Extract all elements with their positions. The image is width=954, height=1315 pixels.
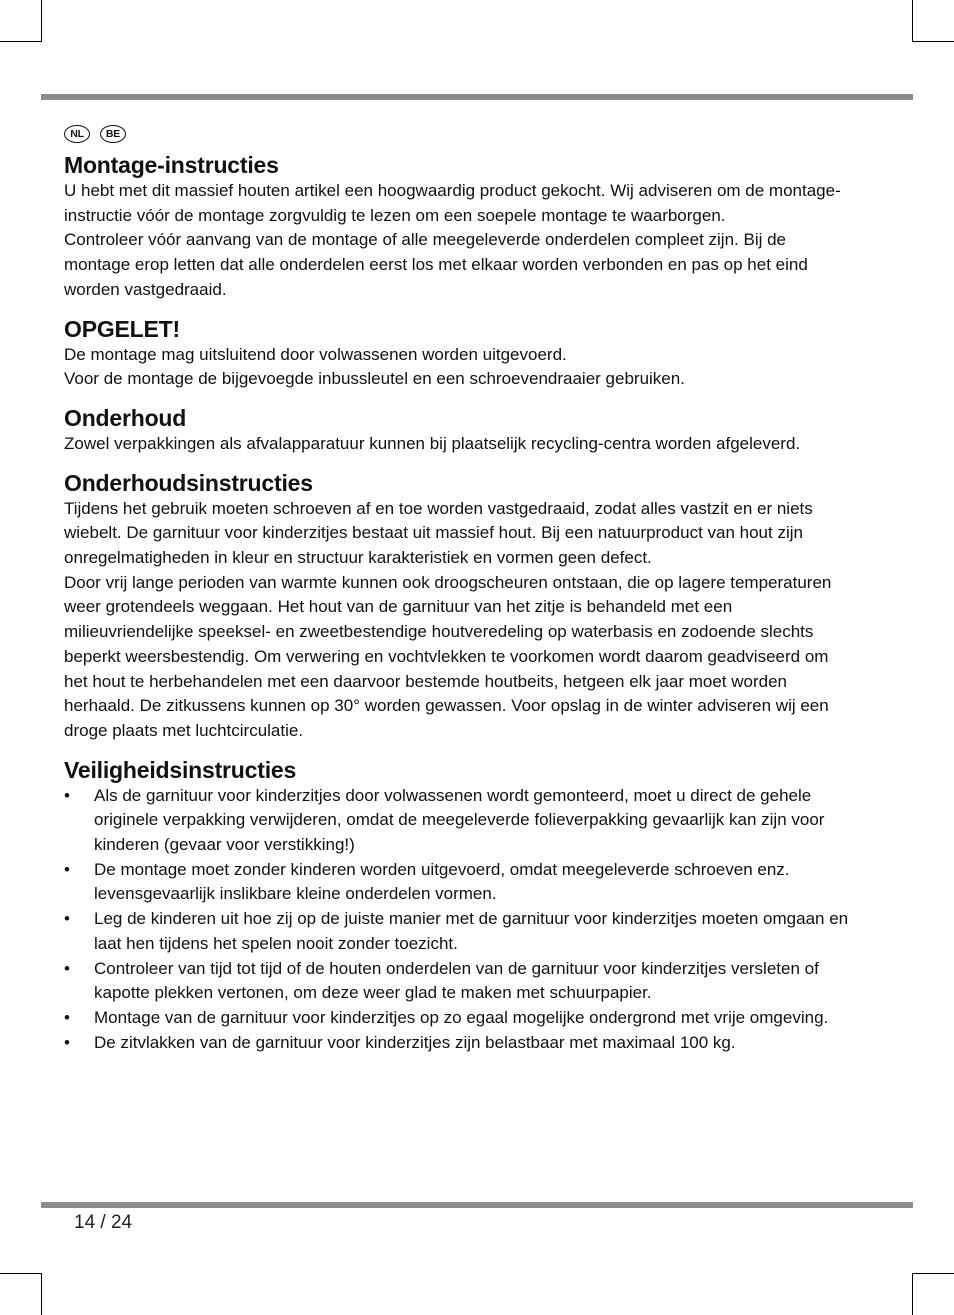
paragraph: Tijdens het gebruik moeten schroeven af en toe worden vastgedraaid, zodat alles vastzit en er niets wiebelt. De garnituur voor kinderzitjes bestaat uit massief hout. Bij een natuurproduct van hout zijn onregelmatigheden in kleur en structuur karakteristiek en vormen geen defect. — [64, 498, 813, 568]
section-montage — [64, 151, 849, 303]
footer-rule — [41, 1202, 913, 1208]
section-onderhoudsinstructies — [64, 469, 849, 744]
section-title: Montage-instructies — [64, 152, 279, 178]
section-title: Onderhoudsinstructies — [64, 469, 313, 496]
section-title: Onderhoud — [64, 404, 187, 431]
crop-mark-bottom-left-h — [0, 1273, 42, 1274]
section-onderhoud — [64, 404, 849, 457]
list-item: • Montage van de garnituur voor kinderzitjes op zo egaal mogelijke ondergrond met vrije omgeving. — [64, 1006, 849, 1031]
list-item: • Als de garnituur voor kinderzitjes door volwassenen wordt gemonteerd, moet u direct de gehele originele verpakking verwijderen, omdat de meegeleverde folieverpakking gevaarlijk kan zijn voor kinderen (gevaar voor verstikking!) — [64, 784, 849, 858]
page-number: 14 / 24 — [74, 1212, 133, 1233]
crop-mark-top-left-h — [0, 41, 42, 42]
header-rule — [41, 94, 913, 100]
list-item: • Leg de kinderen uit hoe zij op de juiste manier met de garnituur voor kinderzitjes moeten omgaan en laat hen tijdens het spelen nooit zonder toezicht. — [64, 907, 849, 956]
crop-mark-bottom-left-v — [41, 1273, 42, 1315]
paragraph: Controleer vóór aanvang van de montage of alle meegeleverde onderdelen compleet zijn. Bij de montage erop letten dat alle onderdelen eerst los met elkaar worden verbonden en pas op het eind worden vastgedraaid. — [64, 230, 808, 299]
list-item: • De zitvlakken van de garnituur voor kinderzitjes zijn belastbaar met maximaal 100 kg. — [64, 1031, 849, 1056]
paragraph: Zowel verpakkingen als afvalapparatuur kunnen bij plaatselijk recycling-centra worden afgeleverd. — [64, 433, 801, 453]
safety-list — [64, 784, 849, 1056]
section-veiligheid — [64, 756, 849, 1056]
paragraph: Door vrij lange perioden van warmte kunnen ook droogscheuren ontstaan, die op lagere temperaturen weer grotendeels weggaan. Het hout van de garnituur van het zitje is behandeld met een milieuvriendelijke speeksel- en zweetbestendige houtveredeling op waterbasis en zodoende slechts beperkt weersbestendig. Om verwering en vochtvlekken te voorkomen wordt daarom geadviseerd om het hout te herbehandelen met een daarvoor bestemde houtbeits, hetgeen elk jaar moet worden herhaald. De zitkussens kunnen op 30° worden gewassen. Voor opslag in de winter adviseren wij een droge plaats met luchtcirculatie. — [64, 572, 832, 740]
crop-mark-top-right-v — [912, 0, 913, 42]
language-badges — [64, 122, 849, 146]
crop-mark-bottom-right-v — [912, 1273, 913, 1315]
paragraph: Voor de montage de bijgevoegde inbussleutel en een schroevendraaier gebruiken. — [64, 369, 685, 389]
language-badge-be: BE — [100, 125, 126, 143]
page-content — [64, 122, 849, 1055]
crop-mark-top-right-h — [912, 41, 954, 42]
section-opgelet — [64, 315, 849, 392]
paragraph: U hebt met dit massief houten artikel een hoogwaardig product gekocht. Wij adviseren om de montage-instructie vóór de montage zorgvuldig te lezen om een soepele montage te waarborgen. — [64, 181, 841, 225]
crop-mark-top-left-v — [41, 0, 42, 42]
language-badge-nl: NL — [64, 125, 90, 143]
crop-mark-bottom-right-h — [912, 1273, 954, 1274]
list-item: • Controleer van tijd tot tijd of de houten onderdelen van de garnituur voor kinderzitjes versleten of kapotte plekken vertonen, om deze weer glad te maken met schuurpapier. — [64, 957, 849, 1006]
paragraph: De montage mag uitsluitend door volwassenen worden uitgevoerd. — [64, 344, 567, 364]
section-title: Veiligheidsinstructies — [64, 756, 297, 783]
section-title: OPGELET! — [64, 315, 180, 342]
list-item: • De montage moet zonder kinderen worden uitgevoerd, omdat meegeleverde schroeven enz. levensgevaarlijk inslikbare kleine onderdelen vormen. — [64, 858, 849, 907]
